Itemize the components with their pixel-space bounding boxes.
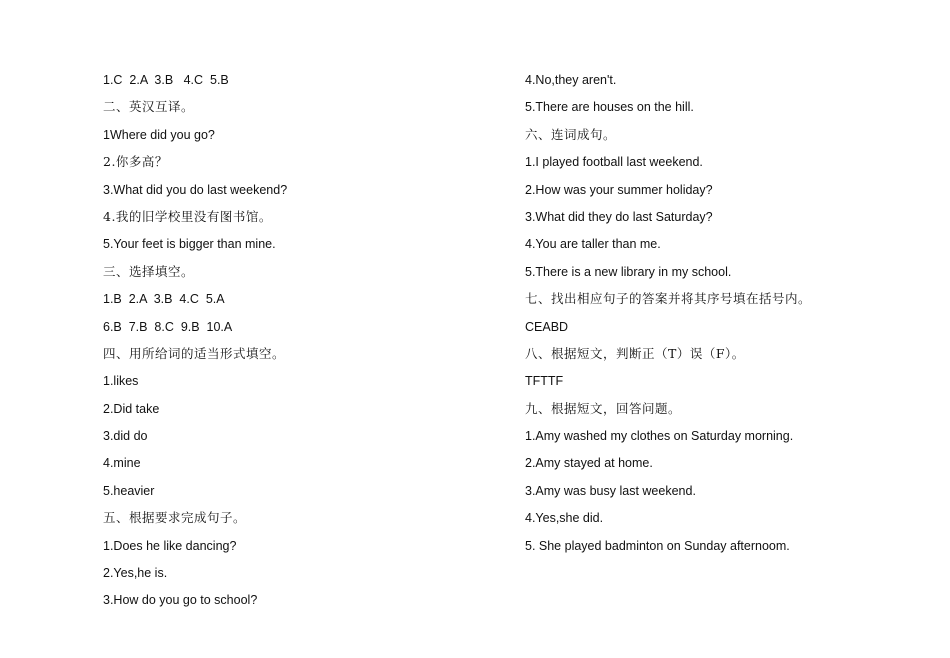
answer-line: 3.did do: [103, 429, 148, 444]
answer-line: 2.How was your summer holiday?: [525, 182, 713, 197]
answer-line: 3.What did you do last weekend?: [103, 182, 288, 197]
answer-line: 5.There is a new library in my school.: [525, 264, 732, 279]
section-heading: 六、连词成句。: [525, 126, 617, 142]
answer-line: 3.How do you go to school?: [103, 593, 258, 608]
answer-line: 3.What did they do last Saturday?: [525, 209, 713, 224]
answer-line: 2.Did take: [103, 401, 160, 416]
section-heading: 九、根据短文，回答问题。: [525, 400, 682, 416]
section-heading: 七、找出相应句子的答案并将其序号填在括号内。: [525, 291, 812, 307]
answer-line: 1Where did you go?: [103, 127, 215, 142]
answer-line: 4.You are taller than me.: [525, 237, 661, 252]
answer-line: 5.Your feet is bigger than mine.: [103, 237, 276, 252]
answer-line: 6.B 7.B 8.C 9.B 10.A: [103, 319, 233, 334]
answer-line: 5.heavier: [103, 483, 155, 498]
answer-line: 1.I played football last weekend.: [525, 155, 703, 170]
answer-line: 5. She played badminton on Sunday afternoom.: [525, 538, 790, 553]
section-heading: 4.我的旧学校里没有图书馆。: [103, 208, 272, 224]
answer-line: 1.Amy washed my clothes on Saturday morning.: [525, 429, 794, 444]
answer-line: 2.Amy stayed at home.: [525, 456, 653, 471]
section-heading: 四、用所给词的适当形式填空。: [103, 345, 286, 361]
answer-line: 4.mine: [103, 456, 141, 471]
answer-line: 1.B 2.A 3.B 4.C 5.A: [103, 292, 225, 307]
answer-line: 1.C 2.A 3.B 4.C 5.B: [103, 73, 229, 87]
section-heading: 2.你多高？: [103, 154, 168, 170]
answer-line: 4.No,they aren't.: [525, 73, 617, 87]
answer-line: 3.Amy was busy last weekend.: [525, 483, 696, 498]
answer-line: CEABD: [525, 319, 569, 334]
answer-line: 5.There are houses on the hill.: [525, 100, 694, 115]
answer-line: 1.Does he like dancing?: [103, 538, 237, 553]
answer-line: 4.Yes,she did.: [525, 511, 604, 526]
answer-line: 2.Yes,he is.: [103, 566, 168, 581]
right-answer-column: [525, 71, 925, 564]
answer-line: 1.likes: [103, 374, 139, 389]
answer-line: TFTTF: [525, 374, 564, 389]
section-heading: 三、选择填空。: [103, 263, 195, 279]
section-heading: 八、根据短文，判断正（T）误（F）。: [525, 345, 745, 361]
section-heading: 五、根据要求完成句子。: [103, 510, 247, 526]
section-heading: 二、英汉互译。: [103, 99, 195, 115]
left-answer-column: [103, 71, 493, 619]
